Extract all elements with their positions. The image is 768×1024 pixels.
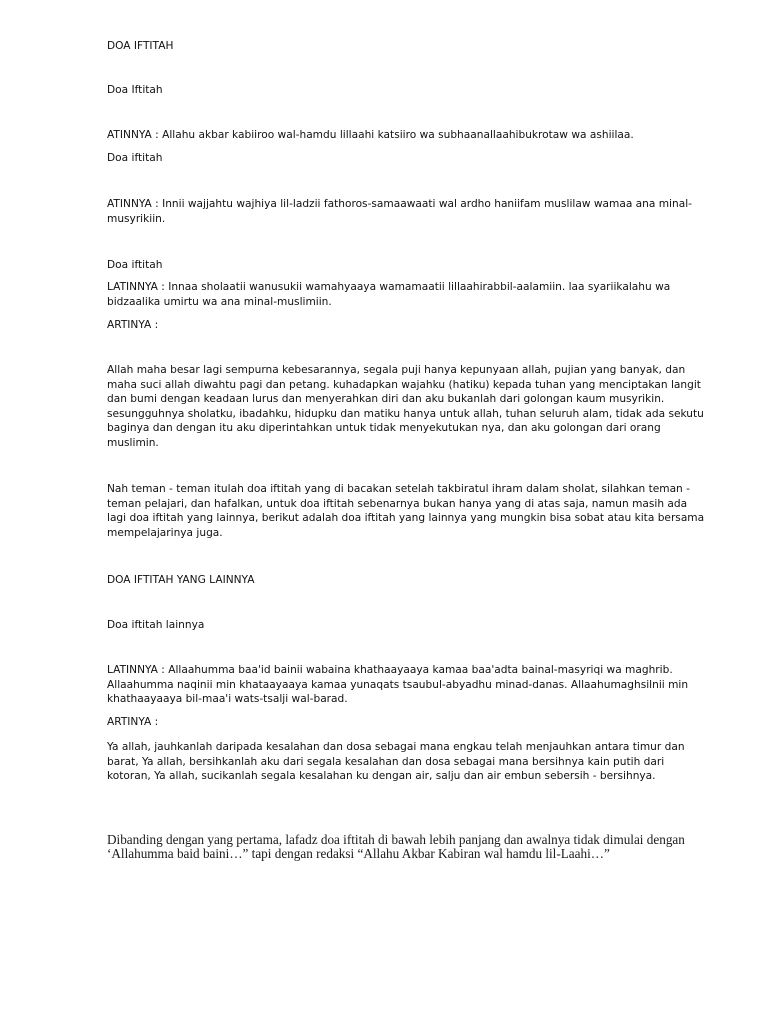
closing-paragraph: Dibanding dengan yang pertama, lafadz doa iftitah di bawah lebih panjang dan awalnya tidak dimulai dengan ‘Allahumma baid baini…” tapi dengan redaksi “Allahu Akbar Kabiran wal hamdu lil-Laahi…” bbox=[107, 832, 685, 862]
meaning-paragraph: Allah maha besar lagi sempurna kebesarannya, segala puji hanya kepunyaan allah, pujian yang banyak, dan maha suci allah diwahtu pagi dan petang. kuhadapkan wajahku (hatiku) kepada tuhan yang menciptakan langit dan bumi dengan keadaan lurus dan menyerahkan diri dan aku bukanlah dari golongan kaum musyrikin. sesungguhnya sholatku, ibadahku, hidupku dan matiku hanya untuk allah, tuhan seluruh alam, tidak ada sekutu baginya dan dengan itu aku diperintahkan untuk tidak menyekutukan nya, dan aku golongan dari orang muslimin. bbox=[107, 364, 704, 449]
meaning-paragraph: Ya allah, jauhkanlah daripada kesalahan dan dosa sebagai mana engkau telah menjauhkan antara timur dan barat, Ya allah, bersihkanlah aku dari segala kesalahan dan dosa sebagai mana bersihnya kain putih dari kotoran, Ya allah, sucikanlah segala kesalahan ku dengan air, salju dan air embun sebersih - bersihnya. bbox=[107, 741, 685, 783]
document-heading: DOA IFTITAH YANG LAINNYA bbox=[107, 574, 255, 586]
section-title: Doa iftitah bbox=[107, 152, 163, 164]
section-title: Doa Iftitah bbox=[107, 84, 163, 96]
atinnya-paragraph: ATINNYA : Allahu akbar kabiiroo wal-hamdu lillaahi katsiiro wa subhaanallaahibukrotaw wa ashiilaa. bbox=[107, 129, 634, 141]
latinnya-paragraph: LATINNYA : Innaa sholaatii wanusukii wamahyaaya wamamaatii lillaahirabbil-aalamiin. laa syariikalahu wa bidzaalika umirtu wa ana minal-muslimiin. bbox=[107, 281, 671, 308]
section-title: Doa iftitah lainnya bbox=[107, 619, 205, 631]
latinnya-paragraph: LATINNYA : Allaahumma baa'id bainii wabaina khathaayaaya kamaa baa'adta bainal-masyriqi wa maghrib. Allaahumma naqinii min khataayaaya kamaa yunaqats tsaubul-abyadhu minad-danas. Allaahumaghsilnii min khathaayaaya bil-maa'i wats-tsalji wal-barad. bbox=[107, 664, 689, 706]
intro-paragraph: Nah teman - teman itulah doa iftitah yang di bacakan setelah takbiratul ihram dalam sholat, silahkan teman - teman pelajari, dan hafalkan, untuk doa iftitah sebenarnya bukan hanya yang di atas saja, namun masih ada lagi doa iftitah yang lainnya, berikut adalah doa iftitah yang lainnya yang mungkin bisa sobat atau kita bersama mempelajarinya juga. bbox=[107, 483, 705, 539]
atinnya-paragraph: ATINNYA : Innii wajjahtu wajhiya lil-ladzii fathoros-samaawaati wal ardho haniifam muslilaw wamaa ana minal-musyrikiin. bbox=[107, 198, 692, 225]
artinya-label: ARTINYA : bbox=[107, 319, 159, 331]
document-heading: DOA IFTITAH bbox=[107, 40, 174, 52]
section-title: Doa iftitah bbox=[107, 259, 163, 271]
artinya-label: ARTINYA : bbox=[107, 716, 159, 728]
